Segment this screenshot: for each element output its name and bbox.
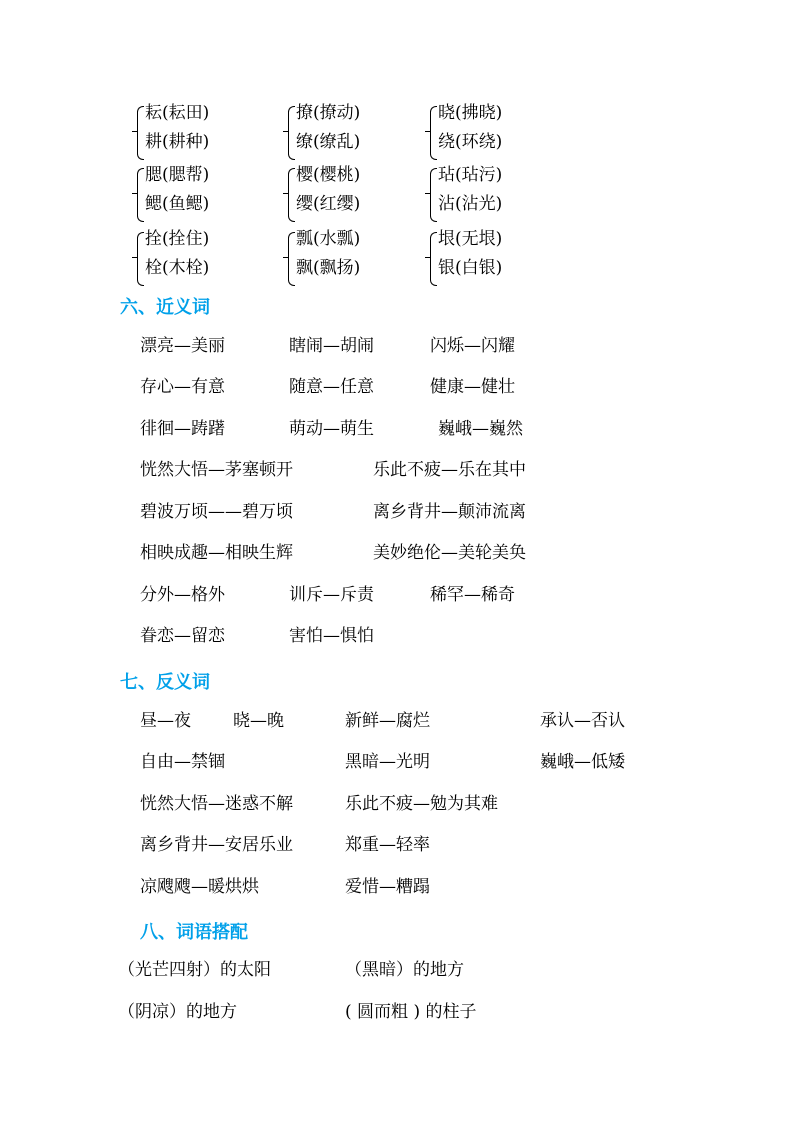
char-word: 耕(耕种) (145, 132, 210, 152)
brace-icon (288, 106, 295, 160)
char-word: 缨(红缨) (296, 194, 361, 214)
brace-icon (430, 232, 437, 286)
brace-icon (137, 106, 144, 160)
synonym-pair: 巍峨—巍然 (438, 419, 523, 439)
antonym-pair: 承认—否认 (540, 711, 625, 731)
synonym-pair: 萌动—萌生 (289, 419, 374, 439)
char-word: 绕(环绕) (438, 132, 503, 152)
synonym-pair: 瞎闹—胡闹 (289, 336, 374, 356)
antonym-pair: 凉飕飕—暖烘烘 (140, 877, 259, 897)
char-word: 鳃(鱼鳃) (145, 194, 210, 214)
antonym-pair: 离乡背井—安居乐业 (140, 835, 293, 855)
synonym-pair: 训斥—斥责 (289, 585, 374, 605)
antonym-pair: 新鲜—腐烂 (345, 711, 430, 731)
section-heading-synonyms: 六、近义词 (120, 297, 210, 318)
char-word: 拴(拴住) (145, 229, 210, 249)
antonym-pair: 爱惜—糟蹋 (345, 877, 430, 897)
synonym-pair: 闪烁—闪耀 (430, 336, 515, 356)
char-word: 腮(腮帮) (145, 165, 210, 185)
brace-icon (430, 106, 437, 160)
collocation-item: （阴凉）的地方 (118, 1002, 237, 1022)
brace-icon (288, 168, 295, 222)
synonym-pair: 乐此不疲—乐在其中 (373, 460, 526, 480)
synonym-pair: 稀罕—稀奇 (430, 585, 515, 605)
brace-icon (137, 168, 144, 222)
synonym-pair: 分外—格外 (140, 585, 225, 605)
antonym-pair: 乐此不疲—勉为其难 (345, 794, 498, 814)
collocation-item: （光芒四射）的太阳 (118, 960, 271, 980)
char-word: 耘(耘田) (145, 103, 210, 123)
synonym-pair: 眷恋—留恋 (140, 626, 225, 646)
antonym-pair: 郑重—轻率 (345, 835, 430, 855)
antonym-pair: 晓—晚 (233, 711, 284, 731)
antonym-pair: 巍峨—低矮 (540, 752, 625, 772)
synonym-pair: 漂亮—美丽 (140, 336, 225, 356)
char-word: 沾(沾光) (438, 194, 503, 214)
char-word: 缭(缭乱) (296, 132, 361, 152)
char-word: 垠(无垠) (438, 229, 503, 249)
synonym-pair: 碧波万顷——碧万顷 (140, 502, 293, 522)
synonym-pair: 存心—有意 (140, 377, 225, 397)
collocation-item: ( 圆而粗 ) 的柱子 (345, 1002, 477, 1022)
synonym-pair: 健康—健壮 (430, 377, 515, 397)
synonym-pair: 徘徊—踌躇 (140, 419, 225, 439)
antonym-pair: 黑暗—光明 (345, 752, 430, 772)
brace-icon (288, 232, 295, 286)
char-word: 晓(拂晓) (438, 103, 503, 123)
antonym-pair: 自由—禁锢 (140, 752, 225, 772)
char-word: 玷(玷污) (438, 165, 503, 185)
section-heading-collocations: 八、词语搭配 (140, 922, 248, 943)
antonym-pair: 昼—夜 (140, 711, 191, 731)
synonym-pair: 害怕—惧怕 (289, 626, 374, 646)
collocation-item: （黑暗）的地方 (345, 960, 464, 980)
char-word: 撩(撩动) (296, 103, 361, 123)
synonym-pair: 恍然大悟—茅塞顿开 (140, 460, 293, 480)
section-heading-antonyms: 七、反义词 (120, 672, 210, 693)
synonym-pair: 相映成趣—相映生辉 (140, 543, 293, 563)
char-word: 栓(木栓) (145, 258, 210, 278)
char-word: 银(白银) (438, 258, 503, 278)
char-word: 瓢(水瓢) (296, 229, 361, 249)
brace-icon (430, 168, 437, 222)
antonym-pair: 恍然大悟—迷惑不解 (140, 794, 293, 814)
synonym-pair: 随意—任意 (289, 377, 374, 397)
brace-icon (137, 232, 144, 286)
char-word: 樱(樱桃) (296, 165, 361, 185)
char-word: 飘(飘扬) (296, 258, 361, 278)
synonym-pair: 美妙绝伦—美轮美奂 (373, 543, 526, 563)
synonym-pair: 离乡背井—颠沛流离 (373, 502, 526, 522)
